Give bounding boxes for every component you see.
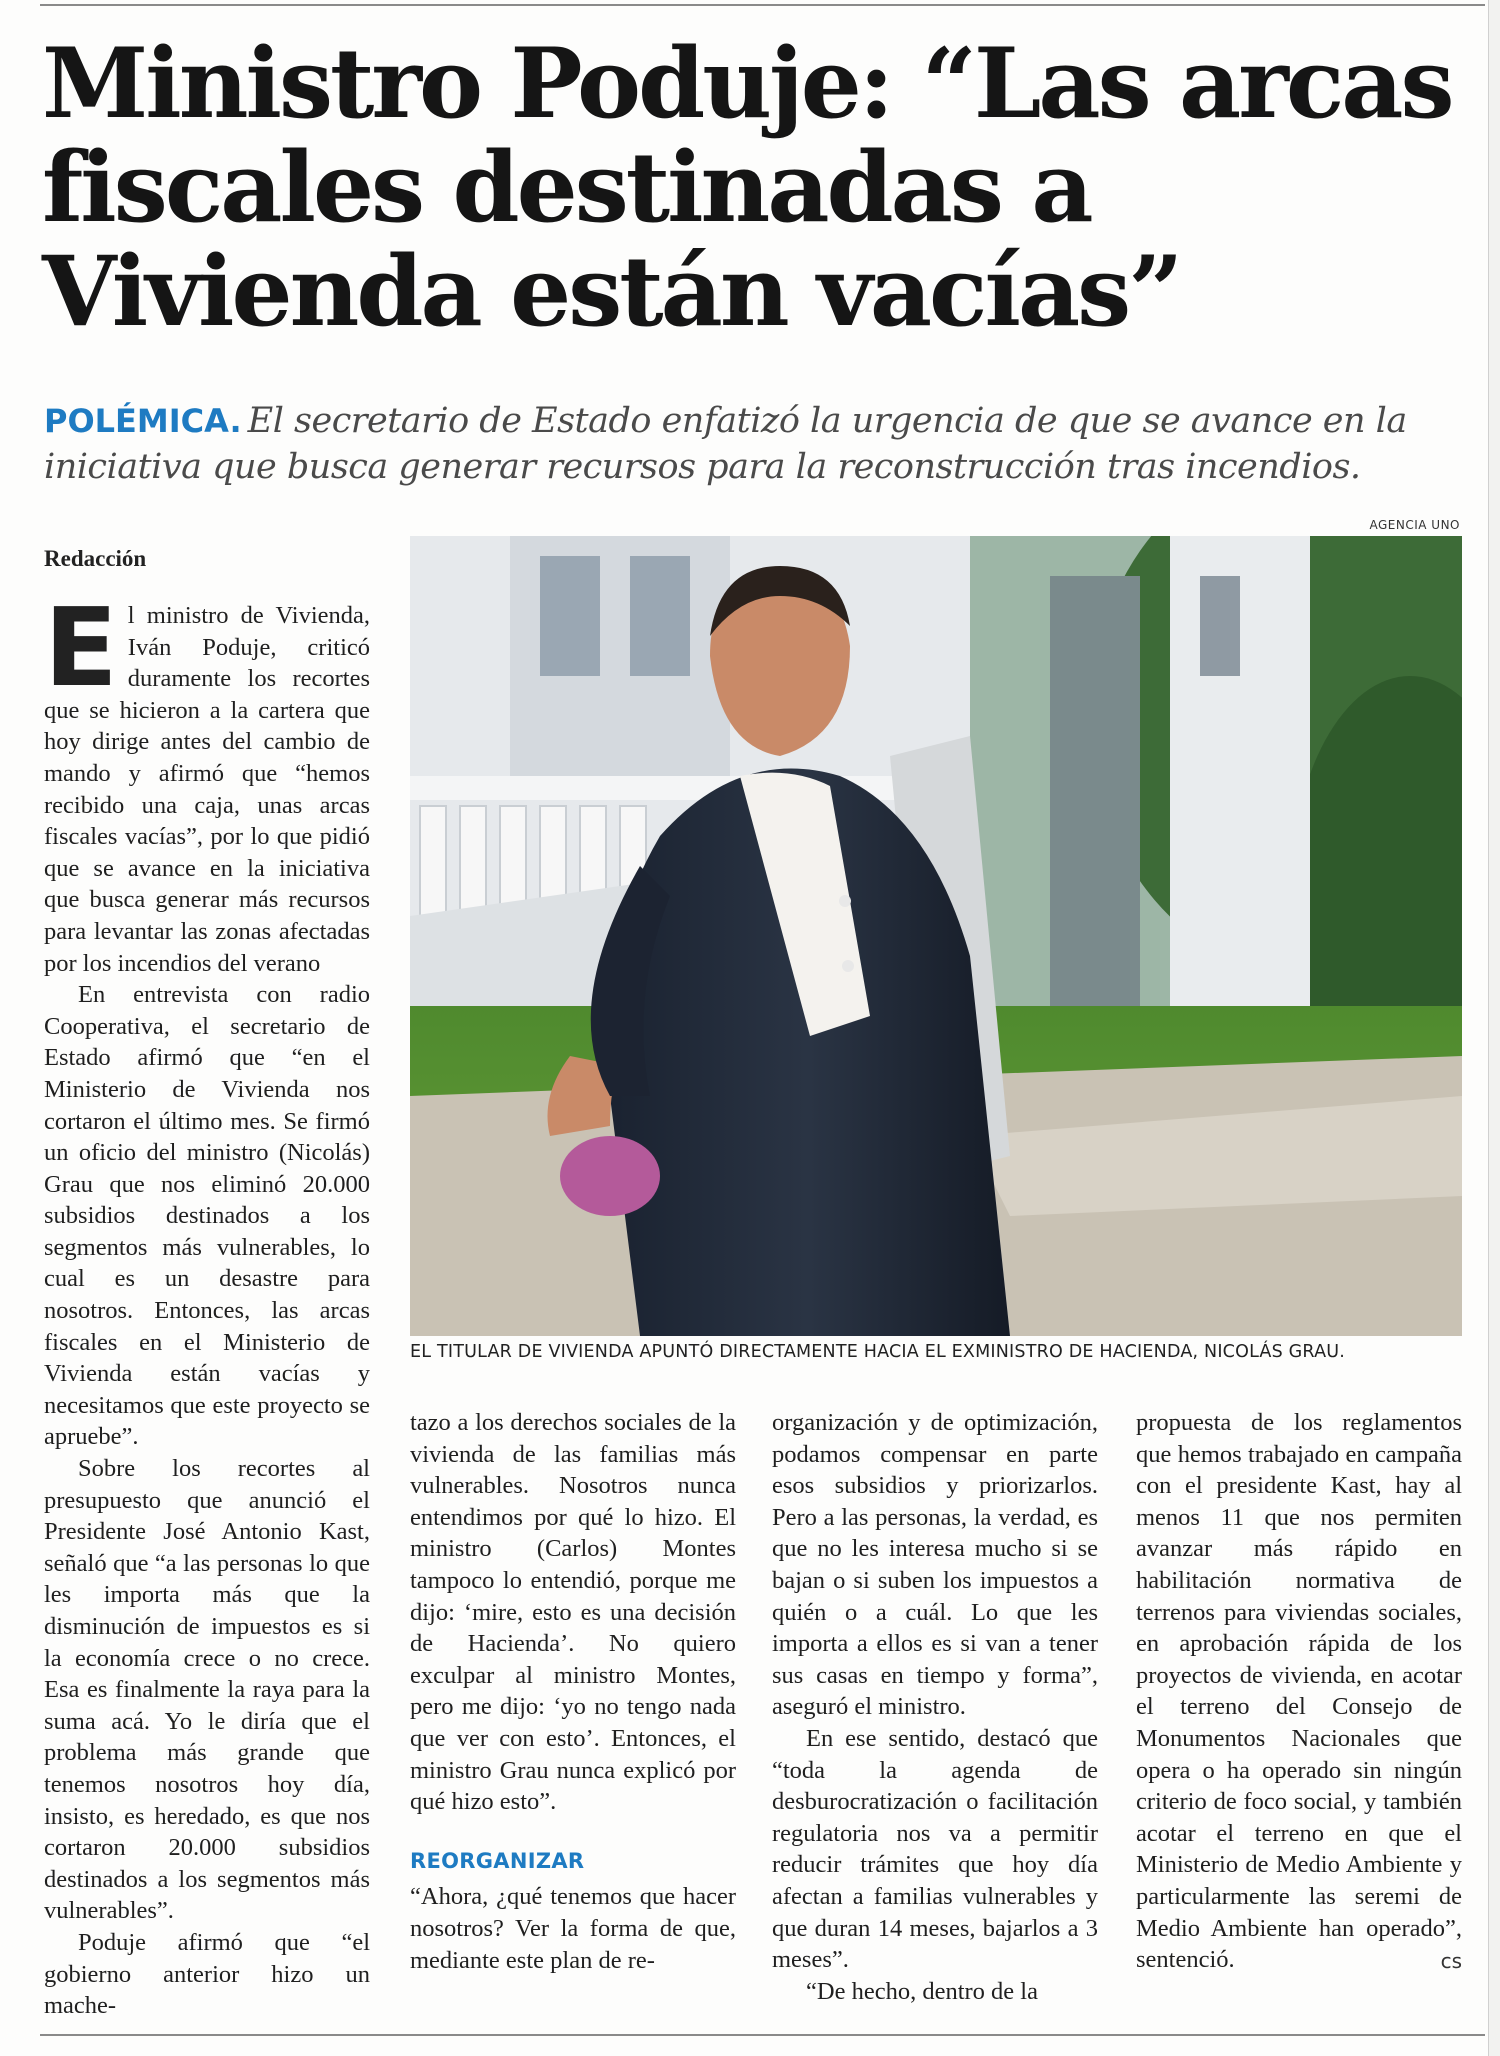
column-2 [410,1407,736,1976]
photo-caption: EL TITULAR DE VIVIENDA APUNTÓ DIRECTAMENTE HACIA EL EXMINISTRO DE HACIENDA, NICOLÁS GRAU. [410,1342,1346,1362]
end-mark: cs [1440,1949,1462,1974]
paragraph: “De hecho, dentro de la [806,1977,1038,2005]
subhead: REORGANIZAR [410,1848,585,1873]
paragraph: organización y de optimización, podamos compensar en parte esos subsidios y priorizarlos. Pero a las personas, la verdad, es que no les interesa mucho si se bajan o si suben los impuestos a quién o a cuál. Lo que les importa a ellos es si van a tener sus casas en tiempo y forma”, aseguró el ministro. [772,1409,1098,1721]
column-1 [44,586,370,2022]
adjacent-page-edge [1488,0,1500,2056]
paragraph: l ministro de Vivienda, Iván Poduje, criticó duramente los recortes que se hicieron a la cartera que hoy dirige antes del cambio de mando y afirmó que “hemos recibido una caja, unas arcas fiscales vacías”, por lo que pidió que se avance en la iniciativa que busca generar más recursos para levantar las zonas afectadas por los incendios del verano [44,602,370,977]
paragraph: En ese sentido, destacó que “toda la agenda de desburocratización o facilitación regulatoria nos va a permitir reducir trámites que hoy día afectan a familias vulnerables y que duran 14 meses, bajarlos a 3 meses”. [772,1724,1098,1974]
paragraph [1136,1407,1462,1976]
paragraph: tazo a los derechos sociales de la vivienda de las familias más vulnerables. Nosotros nunca entendimos por qué lo hizo. El ministro (Carlos) Montes tampoco lo entendió, porque me dijo: ‘mire, esto es una decisión de Hacienda’. No quiero exculpar al ministro Montes, pero me dijo: ‘yo no tengo nada que ver con esto’. Entonces, el ministro Grau nunca explicó por qué hizo esto”. [410,1409,736,1816]
paragraph-text: propuesta de los reglamentos que hemos trabajado en campaña con el presidente Kast, hay al menos 11 que nos permiten avanzar más rápido en habilitación normativa de terrenos para viviendas sociales, en aprobación rápida de los proyectos de vivienda, en acotar el terreno del Consejo de Monumentos Nacionales que opera o ha operado sin ningún criterio de foco social, y también acotar el terreno en que el Ministerio de Medio Ambiente y particularmente las seremi de Medio Ambiente han operado”, sentenció. [1136,1409,1462,1974]
top-rule [40,4,1485,6]
paragraph: “Ahora, ¿qué tenemos que hacer nosotros? Ver la forma de que, mediante este plan de re- [410,1883,736,1974]
bottom-rule [40,2034,1485,2036]
column-3 [772,1407,1098,2007]
headline: Ministro Poduje: “Las arcas fiscales destinadas a Vivienda están vacías” [42,27,1452,348]
paragraph: En entrevista con radio Cooperativa, el secretario de Estado afirmó que “en el Ministerio de Vivienda nos cortaron el último mes. Se firmó un oficio del ministro (Nicolás) Grau que nos eliminó 20.000 subsidios destinados a los segmentos más vulnerables, lo cual es un desastre para nosotros. Entonces, las arcas fiscales en el Ministerio de Vivienda están vacías y necesitamos que este proyecto se apruebe”. [44,981,370,1451]
paragraph: Poduje afirmó que “el gobierno anterior hizo un mache- [44,1928,370,2020]
kicker: POLÉMICA. [44,402,242,440]
drop-cap: E [44,586,118,711]
deck [44,398,1464,490]
deck-text: El secretario de Estado enfatizó la urgencia de que se avance en la iniciativa que busca generar recursos para la reconstrucción tras incendios. [44,401,1407,487]
photo-illustration [410,536,1462,1336]
paragraph: Sobre los recortes al presupuesto que anunció el Presidente José Antonio Kast, señaló que “a las personas lo que les importa más que la disminución de impuestos es si la economía crece o no crece. Esa es finalmente la raya para la suma acá. Yo le diría que el problema más grande que tenemos nosotros hoy día, insisto, es heredado, es que nos cortaron 20.000 subsidios destinados a los segmentos más vulnerables”. [44,1455,370,1925]
column-4 [1136,1407,1462,1978]
byline: Redacción [44,546,147,571]
article-photo [410,536,1462,1336]
photo-credit: AGENCIA UNO [1369,518,1460,532]
